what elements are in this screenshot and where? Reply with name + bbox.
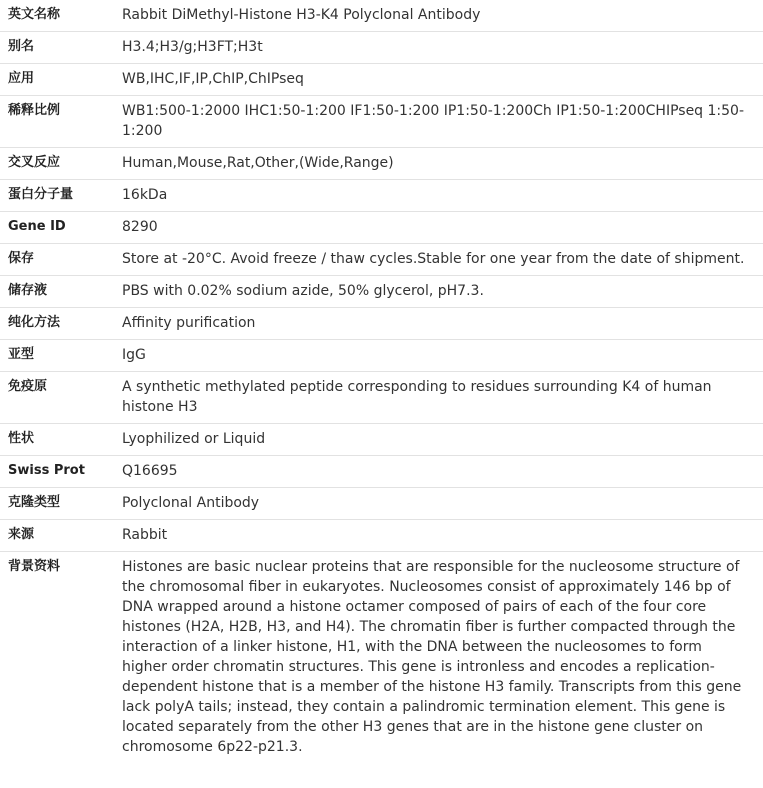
table-row: [0, 308, 763, 340]
row-value-molecular-weight: 16kDa: [114, 180, 763, 212]
row-key-isotype: 亚型: [0, 340, 114, 372]
row-key-molecular-weight: 蛋白分子量: [0, 180, 114, 212]
row-key-storage: 保存: [0, 244, 114, 276]
row-value-isotype: IgG: [114, 340, 763, 372]
row-value-storage-buffer: PBS with 0.02% sodium azide, 50% glycerol, pH7.3.: [114, 276, 763, 308]
row-key-immunogen: 免疫原: [0, 372, 114, 424]
row-value-cross-reactivity: Human,Mouse,Rat,Other,(Wide,Range): [114, 148, 763, 180]
table-row: [0, 520, 763, 552]
row-key-english-name: 英文名称: [0, 0, 114, 32]
table-row: [0, 276, 763, 308]
row-key-clonality: 克隆类型: [0, 488, 114, 520]
table-row: [0, 244, 763, 276]
row-value-storage: Store at -20°C. Avoid freeze / thaw cycles.Stable for one year from the date of shipment.: [114, 244, 763, 276]
table-row: [0, 148, 763, 180]
row-value-gene-id: 8290: [114, 212, 763, 244]
row-key-host: 来源: [0, 520, 114, 552]
table-row: [0, 488, 763, 520]
table-row: [0, 340, 763, 372]
table-row: [0, 424, 763, 456]
row-key-cross-reactivity: 交叉反应: [0, 148, 114, 180]
table-row: [0, 96, 763, 148]
table-row: [0, 64, 763, 96]
row-value-clonality: Polyclonal Antibody: [114, 488, 763, 520]
row-key-dilution: 稀释比例: [0, 96, 114, 148]
row-value-english-name: Rabbit DiMethyl-Histone H3-K4 Polyclonal Antibody: [114, 0, 763, 32]
row-value-application: WB,IHC,IF,IP,ChIP,ChIPseq: [114, 64, 763, 96]
row-value-host: Rabbit: [114, 520, 763, 552]
table-row: [0, 552, 763, 764]
row-key-swiss-prot: Swiss Prot: [0, 456, 114, 488]
row-key-storage-buffer: 储存液: [0, 276, 114, 308]
table-row: [0, 0, 763, 32]
row-value-purification: Affinity purification: [114, 308, 763, 340]
table-row: [0, 212, 763, 244]
row-value-alias: H3.4;H3/g;H3FT;H3t: [114, 32, 763, 64]
table-row: [0, 32, 763, 64]
row-key-application: 应用: [0, 64, 114, 96]
row-value-swiss-prot: Q16695: [114, 456, 763, 488]
row-key-background: 背景资料: [8, 559, 61, 574]
row-key-alias: 别名: [0, 32, 114, 64]
row-key-purification: 纯化方法: [0, 308, 114, 340]
row-key-gene-id: Gene ID: [0, 212, 114, 244]
row-key-form: 性状: [0, 424, 114, 456]
row-value-immunogen: A synthetic methylated peptide corresponding to residues surrounding K4 of human histone H3: [114, 372, 763, 424]
row-value-background: Histones are basic nuclear proteins that are responsible for the nucleosome structure of the chromosomal fiber in eukaryotes. Nucleosomes consist of approximately 146 bp of DNA wrapped around a histone octamer composed of pairs of each of the four core histones (H2A, H2B, H3, and H4). The chromatin fiber is further compacted through the interaction of a linker histone, H1, with the DNA between the nucleosomes to form higher order chromatin structures. This gene is intronless and encodes a replication-dependent histone that is a member of the histone H3 family. Transcripts from this gene lack polyA tails; instead, they contain a palindromic termination element. This gene is located separately from the other H3 genes that are in the histone gene cluster on chromosome 6p22-p21.3.: [122, 559, 742, 755]
table-row: [0, 180, 763, 212]
row-value-form: Lyophilized or Liquid: [114, 424, 763, 456]
table-row: [0, 456, 763, 488]
table-row: [0, 372, 763, 424]
row-value-dilution: WB1:500-1:2000 IHC1:50-1:200 IF1:50-1:200 IP1:50-1:200Ch IP1:50-1:200CHIPseq 1:50-1:200: [114, 96, 763, 148]
